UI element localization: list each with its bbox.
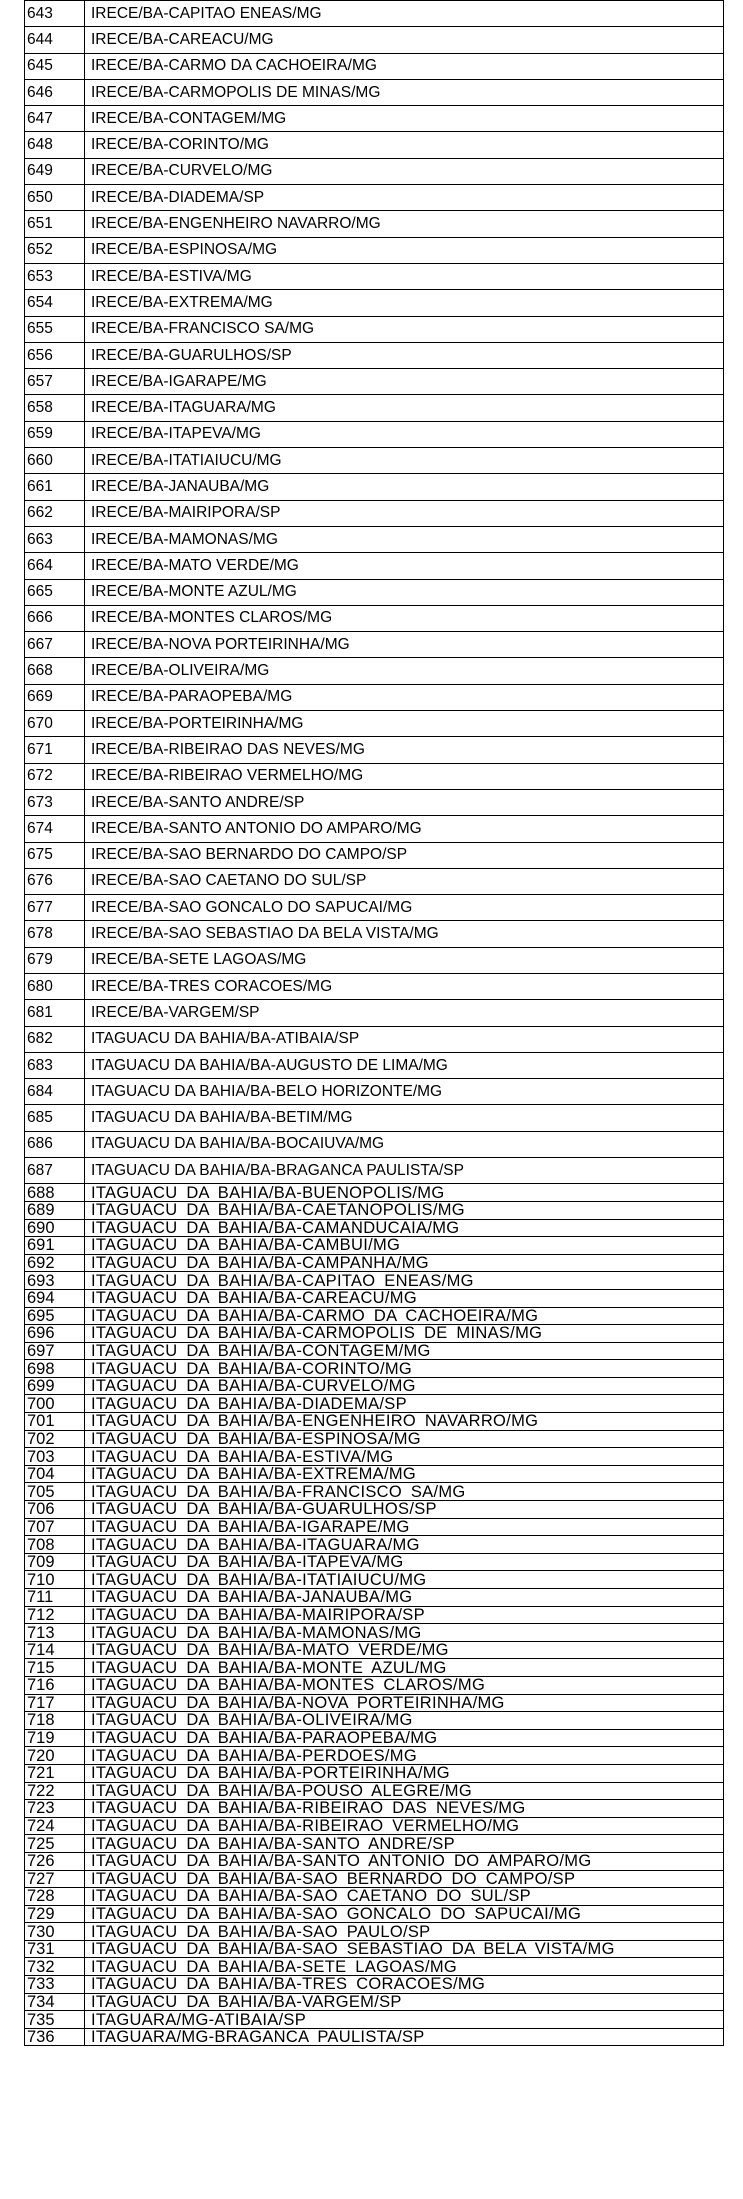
table-row bbox=[25, 2011, 724, 2029]
row-number: 689 bbox=[25, 1201, 85, 1219]
row-number: 698 bbox=[25, 1360, 85, 1378]
route-name: ITAGUACU DA BAHIA/BA-IGARAPE/MG bbox=[85, 1518, 724, 1536]
row-number: 733 bbox=[25, 1976, 85, 1994]
row-number: 697 bbox=[25, 1342, 85, 1360]
row-number: 721 bbox=[25, 1764, 85, 1782]
table-row bbox=[25, 1518, 724, 1536]
row-number: 696 bbox=[25, 1325, 85, 1343]
route-name: ITAGUACU DA BAHIA/BA-BETIM/MG bbox=[85, 1105, 724, 1131]
row-number: 685 bbox=[25, 1105, 85, 1131]
route-name: ITAGUACU DA BAHIA/BA-PARAOPEBA/MG bbox=[85, 1729, 724, 1747]
row-number: 715 bbox=[25, 1659, 85, 1677]
table-row bbox=[25, 1870, 724, 1888]
row-number: 657 bbox=[25, 369, 85, 395]
table-row bbox=[25, 1501, 724, 1519]
row-number: 709 bbox=[25, 1553, 85, 1571]
route-name: ITAGUACU DA BAHIA/BA-FRANCISCO SA/MG bbox=[85, 1483, 724, 1501]
table-row bbox=[25, 211, 724, 237]
row-number: 722 bbox=[25, 1782, 85, 1800]
row-number: 690 bbox=[25, 1219, 85, 1237]
route-name: ITAGUACU DA BAHIA/BA-SAO BERNARDO DO CAMPO/SP bbox=[85, 1870, 724, 1888]
table-row bbox=[25, 842, 724, 868]
table-row bbox=[25, 632, 724, 658]
route-name: ITAGUACU DA BAHIA/BA-BRAGANCA PAULISTA/SP bbox=[85, 1158, 724, 1184]
row-number: 723 bbox=[25, 1800, 85, 1818]
route-name: ITAGUACU DA BAHIA/BA-DIADEMA/SP bbox=[85, 1395, 724, 1413]
route-name: ITAGUACU DA BAHIA/BA-ESPINOSA/MG bbox=[85, 1430, 724, 1448]
route-name: ITAGUACU DA BAHIA/BA-SANTO ANTONIO DO AMPARO/MG bbox=[85, 1852, 724, 1870]
table-row bbox=[25, 237, 724, 263]
route-name: ITAGUACU DA BAHIA/BA-EXTREMA/MG bbox=[85, 1465, 724, 1483]
table-row bbox=[25, 684, 724, 710]
row-number: 676 bbox=[25, 868, 85, 894]
route-name: ITAGUACU DA BAHIA/BA-MAMONAS/MG bbox=[85, 1624, 724, 1642]
route-name: IRECE/BA-PARAOPEBA/MG bbox=[85, 684, 724, 710]
route-name: ITAGUACU DA BAHIA/BA-SAO GONCALO DO SAPUCAI/MG bbox=[85, 1905, 724, 1923]
row-number: 668 bbox=[25, 658, 85, 684]
route-name: IRECE/BA-CURVELO/MG bbox=[85, 158, 724, 184]
route-name: ITAGUACU DA BAHIA/BA-SAO SEBASTIAO DA BELA VISTA/MG bbox=[85, 1940, 724, 1958]
table-row bbox=[25, 1606, 724, 1624]
route-name: IRECE/BA-ITATIAIUCU/MG bbox=[85, 448, 724, 474]
route-name: ITAGUACU DA BAHIA/BA-CARMO DA CACHOEIRA/MG bbox=[85, 1307, 724, 1325]
row-number: 677 bbox=[25, 895, 85, 921]
table-row bbox=[25, 1289, 724, 1307]
row-number: 680 bbox=[25, 973, 85, 999]
row-number: 694 bbox=[25, 1289, 85, 1307]
route-name: IRECE/BA-SAO BERNARDO DO CAMPO/SP bbox=[85, 842, 724, 868]
row-number: 656 bbox=[25, 342, 85, 368]
route-name: IRECE/BA-CAPITAO ENEAS/MG bbox=[85, 1, 724, 27]
table-row bbox=[25, 947, 724, 973]
row-number: 665 bbox=[25, 579, 85, 605]
table-row bbox=[25, 1940, 724, 1958]
row-number: 672 bbox=[25, 763, 85, 789]
row-number: 673 bbox=[25, 789, 85, 815]
table-row bbox=[25, 579, 724, 605]
row-number: 660 bbox=[25, 448, 85, 474]
row-number: 686 bbox=[25, 1131, 85, 1157]
route-name: ITAGUACU DA BAHIA/BA-PORTEIRINHA/MG bbox=[85, 1764, 724, 1782]
table-row bbox=[25, 1676, 724, 1694]
row-number: 655 bbox=[25, 316, 85, 342]
row-number: 727 bbox=[25, 1870, 85, 1888]
route-name: ITAGUACU DA BAHIA/BA-PERDOES/MG bbox=[85, 1747, 724, 1765]
row-number: 688 bbox=[25, 1184, 85, 1202]
table-row bbox=[25, 158, 724, 184]
table-row bbox=[25, 1465, 724, 1483]
table-row bbox=[25, 1342, 724, 1360]
row-number: 716 bbox=[25, 1676, 85, 1694]
table-row bbox=[25, 500, 724, 526]
row-number: 692 bbox=[25, 1254, 85, 1272]
row-number: 713 bbox=[25, 1624, 85, 1642]
route-name: ITAGUACU DA BAHIA/BA-MONTES CLAROS/MG bbox=[85, 1676, 724, 1694]
row-number: 714 bbox=[25, 1641, 85, 1659]
table-row bbox=[25, 1237, 724, 1255]
table-row bbox=[25, 316, 724, 342]
route-name: ITAGUARA/MG-ATIBAIA/SP bbox=[85, 2011, 724, 2029]
row-number: 719 bbox=[25, 1729, 85, 1747]
table-row bbox=[25, 369, 724, 395]
row-number: 646 bbox=[25, 79, 85, 105]
route-name: IRECE/BA-GUARULHOS/SP bbox=[85, 342, 724, 368]
table-row bbox=[25, 973, 724, 999]
table-row bbox=[25, 526, 724, 552]
route-name: ITAGUACU DA BAHIA/BA-BELO HORIZONTE/MG bbox=[85, 1079, 724, 1105]
route-name: IRECE/BA-ESTIVA/MG bbox=[85, 263, 724, 289]
table-row bbox=[25, 1184, 724, 1202]
table-row bbox=[25, 737, 724, 763]
row-number: 669 bbox=[25, 684, 85, 710]
table-row bbox=[25, 421, 724, 447]
table-row bbox=[25, 1079, 724, 1105]
table-row bbox=[25, 1958, 724, 1976]
route-name: IRECE/BA-FRANCISCO SA/MG bbox=[85, 316, 724, 342]
table-row bbox=[25, 1254, 724, 1272]
table-row bbox=[25, 1105, 724, 1131]
table-row bbox=[25, 263, 724, 289]
route-name: ITAGUACU DA BAHIA/BA-VARGEM/SP bbox=[85, 1993, 724, 2011]
table-row bbox=[25, 789, 724, 815]
table-row bbox=[25, 868, 724, 894]
route-table-body bbox=[25, 1, 724, 2046]
table-row bbox=[25, 1448, 724, 1466]
table-row bbox=[25, 1395, 724, 1413]
route-name: IRECE/BA-SAO CAETANO DO SUL/SP bbox=[85, 868, 724, 894]
table-row bbox=[25, 106, 724, 132]
route-name: ITAGUACU DA BAHIA/BA-JANAUBA/MG bbox=[85, 1589, 724, 1607]
route-name: ITAGUACU DA BAHIA/BA-CAMBUI/MG bbox=[85, 1237, 724, 1255]
route-name: IRECE/BA-CARMO DA CACHOEIRA/MG bbox=[85, 53, 724, 79]
route-name: IRECE/BA-MATO VERDE/MG bbox=[85, 553, 724, 579]
row-number: 654 bbox=[25, 290, 85, 316]
route-name: IRECE/BA-SETE LAGOAS/MG bbox=[85, 947, 724, 973]
row-number: 659 bbox=[25, 421, 85, 447]
row-number: 667 bbox=[25, 632, 85, 658]
route-name: IRECE/BA-CARMOPOLIS DE MINAS/MG bbox=[85, 79, 724, 105]
table-row bbox=[25, 1659, 724, 1677]
table-row bbox=[25, 1000, 724, 1026]
row-number: 652 bbox=[25, 237, 85, 263]
route-table bbox=[24, 0, 724, 2046]
row-number: 701 bbox=[25, 1413, 85, 1431]
row-number: 691 bbox=[25, 1237, 85, 1255]
route-name: IRECE/BA-MONTE AZUL/MG bbox=[85, 579, 724, 605]
row-number: 706 bbox=[25, 1501, 85, 1519]
row-number: 653 bbox=[25, 263, 85, 289]
row-number: 710 bbox=[25, 1571, 85, 1589]
table-row bbox=[25, 342, 724, 368]
table-row bbox=[25, 1201, 724, 1219]
table-row bbox=[25, 1325, 724, 1343]
route-name: IRECE/BA-MONTES CLAROS/MG bbox=[85, 605, 724, 631]
row-number: 702 bbox=[25, 1430, 85, 1448]
table-row bbox=[25, 1764, 724, 1782]
table-row bbox=[25, 1571, 724, 1589]
row-number: 643 bbox=[25, 1, 85, 27]
route-name: IRECE/BA-ITAGUARA/MG bbox=[85, 395, 724, 421]
row-number: 674 bbox=[25, 816, 85, 842]
table-row bbox=[25, 1553, 724, 1571]
route-name: IRECE/BA-MAIRIPORA/SP bbox=[85, 500, 724, 526]
row-number: 649 bbox=[25, 158, 85, 184]
row-number: 671 bbox=[25, 737, 85, 763]
row-number: 695 bbox=[25, 1307, 85, 1325]
row-number: 647 bbox=[25, 106, 85, 132]
row-number: 720 bbox=[25, 1747, 85, 1765]
row-number: 675 bbox=[25, 842, 85, 868]
row-number: 708 bbox=[25, 1536, 85, 1554]
route-name: ITAGUACU DA BAHIA/BA-RIBEIRAO VERMELHO/MG bbox=[85, 1817, 724, 1835]
route-name: ITAGUACU DA BAHIA/BA-NOVA PORTEIRINHA/MG bbox=[85, 1694, 724, 1712]
route-name: ITAGUACU DA BAHIA/BA-CAMPANHA/MG bbox=[85, 1254, 724, 1272]
route-name: ITAGUACU DA BAHIA/BA-ITAGUARA/MG bbox=[85, 1536, 724, 1554]
table-row bbox=[25, 1219, 724, 1237]
table-row bbox=[25, 1800, 724, 1818]
route-name: IRECE/BA-RIBEIRAO DAS NEVES/MG bbox=[85, 737, 724, 763]
table-row bbox=[25, 395, 724, 421]
route-name: ITAGUACU DA BAHIA/BA-SAO CAETANO DO SUL/SP bbox=[85, 1888, 724, 1906]
table-row bbox=[25, 921, 724, 947]
row-number: 693 bbox=[25, 1272, 85, 1290]
row-number: 704 bbox=[25, 1465, 85, 1483]
table-row bbox=[25, 290, 724, 316]
route-name: IRECE/BA-JANAUBA/MG bbox=[85, 474, 724, 500]
route-name: ITAGUACU DA BAHIA/BA-ENGENHEIRO NAVARRO/MG bbox=[85, 1413, 724, 1431]
table-row bbox=[25, 553, 724, 579]
row-number: 661 bbox=[25, 474, 85, 500]
table-row bbox=[25, 53, 724, 79]
table-row bbox=[25, 1852, 724, 1870]
row-number: 717 bbox=[25, 1694, 85, 1712]
row-number: 718 bbox=[25, 1712, 85, 1730]
route-name: ITAGUACU DA BAHIA/BA-MAIRIPORA/SP bbox=[85, 1606, 724, 1624]
table-row bbox=[25, 711, 724, 737]
route-name: ITAGUACU DA BAHIA/BA-SAO PAULO/SP bbox=[85, 1923, 724, 1941]
route-name: ITAGUACU DA BAHIA/BA-CAETANOPOLIS/MG bbox=[85, 1201, 724, 1219]
table-row bbox=[25, 1641, 724, 1659]
table-row bbox=[25, 895, 724, 921]
table-row bbox=[25, 1377, 724, 1395]
table-row bbox=[25, 605, 724, 631]
route-name: ITAGUACU DA BAHIA/BA-CURVELO/MG bbox=[85, 1377, 724, 1395]
table-row bbox=[25, 2028, 724, 2046]
route-name: ITAGUACU DA BAHIA/BA-BUENOPOLIS/MG bbox=[85, 1184, 724, 1202]
route-name: IRECE/BA-VARGEM/SP bbox=[85, 1000, 724, 1026]
row-number: 728 bbox=[25, 1888, 85, 1906]
route-name: IRECE/BA-CONTAGEM/MG bbox=[85, 106, 724, 132]
route-name: IRECE/BA-TRES CORACOES/MG bbox=[85, 973, 724, 999]
row-number: 731 bbox=[25, 1940, 85, 1958]
route-name: ITAGUACU DA BAHIA/BA-POUSO ALEGRE/MG bbox=[85, 1782, 724, 1800]
table-row bbox=[25, 1536, 724, 1554]
row-number: 663 bbox=[25, 526, 85, 552]
row-number: 734 bbox=[25, 1993, 85, 2011]
table-row bbox=[25, 448, 724, 474]
route-name: ITAGUACU DA BAHIA/BA-ATIBAIA/SP bbox=[85, 1026, 724, 1052]
table-row bbox=[25, 658, 724, 684]
row-number: 684 bbox=[25, 1079, 85, 1105]
table-row bbox=[25, 1976, 724, 1994]
table-row bbox=[25, 1747, 724, 1765]
row-number: 658 bbox=[25, 395, 85, 421]
table-row bbox=[25, 1624, 724, 1642]
route-name: ITAGUACU DA BAHIA/BA-OLIVEIRA/MG bbox=[85, 1712, 724, 1730]
table-row bbox=[25, 132, 724, 158]
table-row bbox=[25, 763, 724, 789]
table-row bbox=[25, 1131, 724, 1157]
table-row bbox=[25, 1272, 724, 1290]
route-name: ITAGUACU DA BAHIA/BA-ITAPEVA/MG bbox=[85, 1553, 724, 1571]
route-name: ITAGUACU DA BAHIA/BA-ITATIAIUCU/MG bbox=[85, 1571, 724, 1589]
table-row bbox=[25, 27, 724, 53]
table-row bbox=[25, 1158, 724, 1184]
route-name: ITAGUACU DA BAHIA/BA-BOCAIUVA/MG bbox=[85, 1131, 724, 1157]
table-row bbox=[25, 1905, 724, 1923]
route-name: ITAGUACU DA BAHIA/BA-MATO VERDE/MG bbox=[85, 1641, 724, 1659]
table-row bbox=[25, 1589, 724, 1607]
route-name: IRECE/BA-SANTO ANDRE/SP bbox=[85, 789, 724, 815]
row-number: 705 bbox=[25, 1483, 85, 1501]
route-name: ITAGUACU DA BAHIA/BA-AUGUSTO DE LIMA/MG bbox=[85, 1052, 724, 1078]
table-row bbox=[25, 1817, 724, 1835]
row-number: 725 bbox=[25, 1835, 85, 1853]
row-number: 735 bbox=[25, 2011, 85, 2029]
row-number: 730 bbox=[25, 1923, 85, 1941]
table-row bbox=[25, 1694, 724, 1712]
route-name: ITAGUACU DA BAHIA/BA-SETE LAGOAS/MG bbox=[85, 1958, 724, 1976]
row-number: 683 bbox=[25, 1052, 85, 1078]
row-number: 678 bbox=[25, 921, 85, 947]
row-number: 687 bbox=[25, 1158, 85, 1184]
route-name: IRECE/BA-SAO GONCALO DO SAPUCAI/MG bbox=[85, 895, 724, 921]
row-number: 666 bbox=[25, 605, 85, 631]
route-name: IRECE/BA-PORTEIRINHA/MG bbox=[85, 711, 724, 737]
route-name: ITAGUACU DA BAHIA/BA-CORINTO/MG bbox=[85, 1360, 724, 1378]
row-number: 664 bbox=[25, 553, 85, 579]
row-number: 645 bbox=[25, 53, 85, 79]
row-number: 670 bbox=[25, 711, 85, 737]
route-name: ITAGUACU DA BAHIA/BA-SANTO ANDRE/SP bbox=[85, 1835, 724, 1853]
route-name: IRECE/BA-OLIVEIRA/MG bbox=[85, 658, 724, 684]
row-number: 650 bbox=[25, 185, 85, 211]
route-name: IRECE/BA-EXTREMA/MG bbox=[85, 290, 724, 316]
route-name: ITAGUARA/MG-BRAGANCA PAULISTA/SP bbox=[85, 2028, 724, 2046]
route-name: IRECE/BA-RIBEIRAO VERMELHO/MG bbox=[85, 763, 724, 789]
row-number: 703 bbox=[25, 1448, 85, 1466]
table-row bbox=[25, 1888, 724, 1906]
table-row bbox=[25, 1, 724, 27]
table-row bbox=[25, 1782, 724, 1800]
table-row bbox=[25, 1430, 724, 1448]
route-name: ITAGUACU DA BAHIA/BA-CAPITAO ENEAS/MG bbox=[85, 1272, 724, 1290]
table-row bbox=[25, 1483, 724, 1501]
route-name: IRECE/BA-ITAPEVA/MG bbox=[85, 421, 724, 447]
row-number: 707 bbox=[25, 1518, 85, 1536]
route-name: IRECE/BA-CORINTO/MG bbox=[85, 132, 724, 158]
route-name: IRECE/BA-ENGENHEIRO NAVARRO/MG bbox=[85, 211, 724, 237]
route-name: IRECE/BA-ESPINOSA/MG bbox=[85, 237, 724, 263]
route-name: IRECE/BA-IGARAPE/MG bbox=[85, 369, 724, 395]
table-row bbox=[25, 185, 724, 211]
table-row bbox=[25, 1993, 724, 2011]
route-name: IRECE/BA-DIADEMA/SP bbox=[85, 185, 724, 211]
route-name: ITAGUACU DA BAHIA/BA-MONTE AZUL/MG bbox=[85, 1659, 724, 1677]
route-name: ITAGUACU DA BAHIA/BA-CAMANDUCAIA/MG bbox=[85, 1219, 724, 1237]
row-number: 644 bbox=[25, 27, 85, 53]
table-row bbox=[25, 1052, 724, 1078]
table-row bbox=[25, 474, 724, 500]
row-number: 712 bbox=[25, 1606, 85, 1624]
table-row bbox=[25, 1729, 724, 1747]
route-name: IRECE/BA-CAREACU/MG bbox=[85, 27, 724, 53]
row-number: 679 bbox=[25, 947, 85, 973]
route-name: ITAGUACU DA BAHIA/BA-CARMOPOLIS DE MINAS/MG bbox=[85, 1325, 724, 1343]
table-row bbox=[25, 1413, 724, 1431]
route-name: IRECE/BA-MAMONAS/MG bbox=[85, 526, 724, 552]
row-number: 724 bbox=[25, 1817, 85, 1835]
row-number: 736 bbox=[25, 2028, 85, 2046]
table-row bbox=[25, 1026, 724, 1052]
row-number: 732 bbox=[25, 1958, 85, 1976]
route-name: ITAGUACU DA BAHIA/BA-RIBEIRAO DAS NEVES/MG bbox=[85, 1800, 724, 1818]
table-row bbox=[25, 1835, 724, 1853]
table-row bbox=[25, 816, 724, 842]
row-number: 681 bbox=[25, 1000, 85, 1026]
route-name: ITAGUACU DA BAHIA/BA-GUARULHOS/SP bbox=[85, 1501, 724, 1519]
route-name: IRECE/BA-SAO SEBASTIAO DA BELA VISTA/MG bbox=[85, 921, 724, 947]
table-row bbox=[25, 1360, 724, 1378]
row-number: 711 bbox=[25, 1589, 85, 1607]
row-number: 648 bbox=[25, 132, 85, 158]
route-name: ITAGUACU DA BAHIA/BA-TRES CORACOES/MG bbox=[85, 1976, 724, 1994]
row-number: 699 bbox=[25, 1377, 85, 1395]
row-number: 651 bbox=[25, 211, 85, 237]
route-name: ITAGUACU DA BAHIA/BA-ESTIVA/MG bbox=[85, 1448, 724, 1466]
table-row bbox=[25, 1923, 724, 1941]
row-number: 726 bbox=[25, 1852, 85, 1870]
table-row bbox=[25, 79, 724, 105]
row-number: 700 bbox=[25, 1395, 85, 1413]
table-row bbox=[25, 1712, 724, 1730]
route-name: IRECE/BA-NOVA PORTEIRINHA/MG bbox=[85, 632, 724, 658]
route-name: ITAGUACU DA BAHIA/BA-CONTAGEM/MG bbox=[85, 1342, 724, 1360]
table-row bbox=[25, 1307, 724, 1325]
row-number: 682 bbox=[25, 1026, 85, 1052]
row-number: 729 bbox=[25, 1905, 85, 1923]
route-name: IRECE/BA-SANTO ANTONIO DO AMPARO/MG bbox=[85, 816, 724, 842]
route-name: ITAGUACU DA BAHIA/BA-CAREACU/MG bbox=[85, 1289, 724, 1307]
row-number: 662 bbox=[25, 500, 85, 526]
